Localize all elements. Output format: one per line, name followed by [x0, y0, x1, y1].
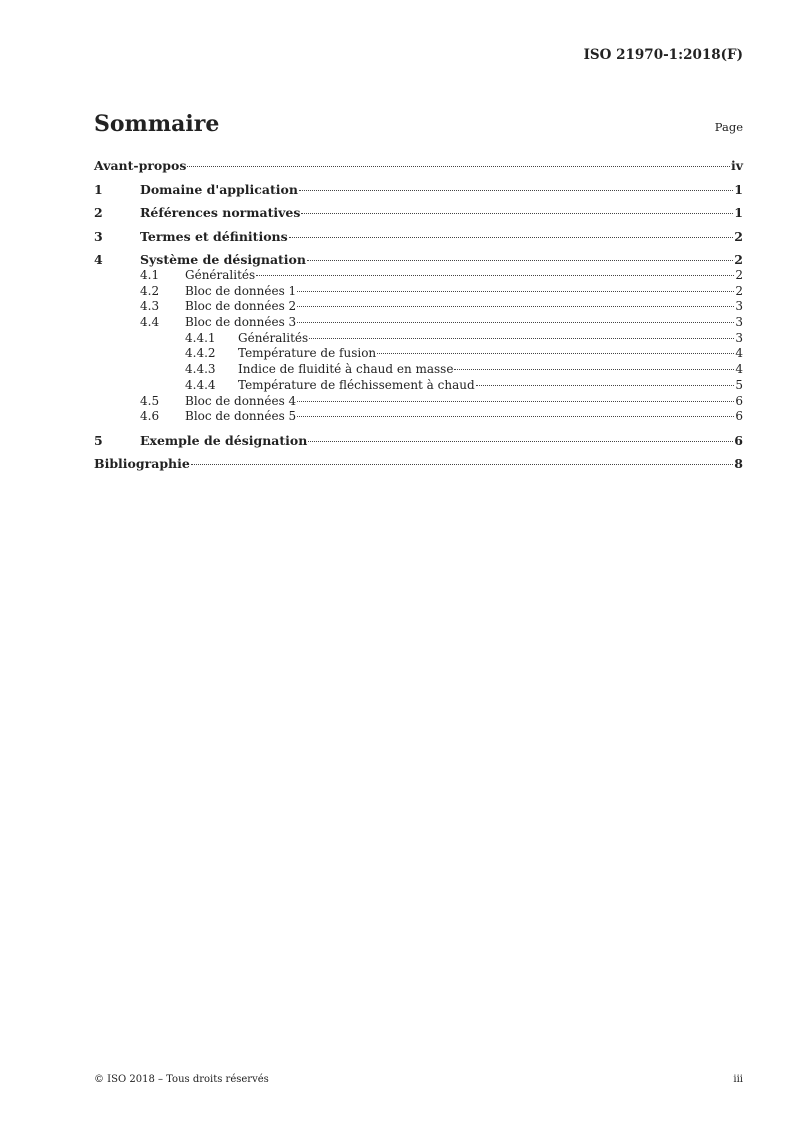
toc-entry-4-2[interactable] [94, 284, 743, 300]
toc-entry-page: 2 [735, 268, 743, 282]
toc-entry-page: 3 [735, 315, 743, 330]
toc-leader [454, 369, 734, 370]
toc-entry-number: 4.3 [140, 299, 160, 314]
toc-entry-label: Références normatives [140, 205, 301, 220]
toc-entry-page: 6 [734, 432, 743, 448]
footer-page-number: iii [733, 1074, 743, 1085]
toc-entry-label: Température de fusion [238, 346, 377, 361]
toc-entry-page: 8 [734, 456, 743, 472]
toc-entry-page: 3 [735, 299, 743, 314]
page-column-label: Page [714, 120, 743, 134]
toc-entry-4[interactable] [94, 251, 743, 268]
toc-entry-number: 4.4.2 [185, 346, 216, 361]
footer-copyright: © ISO 2018 – Tous droits réservés [94, 1074, 269, 1085]
toc-leader [377, 353, 734, 354]
toc-entry-2[interactable] [94, 201, 743, 225]
toc-entry-number: 4 [94, 252, 103, 267]
toc-entry-number: 4.4 [140, 315, 160, 330]
toc-entry-label: Exemple de désignation [140, 432, 308, 448]
toc-entry-4-4-1[interactable] [94, 331, 743, 347]
toc-entry-4-4-2[interactable] [94, 346, 743, 362]
toc-entry-5[interactable] [94, 429, 743, 453]
toc-entry-4-3[interactable] [94, 299, 743, 315]
toc-leader [297, 322, 734, 323]
toc-entry-1[interactable] [94, 178, 743, 202]
toc-leader [309, 338, 734, 339]
toc-entry-number: 4.4.1 [185, 330, 216, 345]
toc-entry-label: Généralités [185, 268, 256, 282]
toc-entry-page: 4 [735, 346, 743, 361]
toc-entry-page: 2 [735, 283, 743, 298]
toc-leader [301, 213, 733, 214]
toc-entry-avant-propos[interactable] [94, 154, 743, 178]
toc-entry-page: 3 [735, 330, 743, 345]
toc-leader [187, 166, 730, 167]
toc-entry-number: 4.4.3 [185, 362, 216, 377]
toc-entry-label: Bloc de données 1 [185, 283, 297, 298]
toc-entry-label: Bloc de données 4 [185, 393, 297, 408]
toc-entry-4-4-4[interactable] [94, 378, 743, 394]
toc-entry-number: 4.5 [140, 393, 160, 408]
toc-entry-label: Avant-propos [94, 158, 187, 173]
toc-entry-page: 4 [735, 362, 743, 377]
toc-entry-4-4[interactable] [94, 315, 743, 331]
toc-entry-page: 6 [735, 409, 743, 424]
toc-entry-page: iv [730, 158, 743, 173]
toc-leader [308, 441, 733, 442]
toc-entry-page: 2 [734, 228, 743, 244]
toc-leader [297, 306, 734, 307]
toc-entry-3[interactable] [94, 225, 743, 249]
toc-leader [256, 275, 734, 276]
toc-leader [289, 237, 734, 238]
toc-entry-label: Termes et définitions [140, 228, 288, 244]
toc-entry-page: 5 [735, 377, 743, 392]
toc-entry-number: 5 [94, 432, 103, 448]
toc-entry-label: Indice de fluidité à chaud en masse [238, 362, 454, 377]
page-title: Sommaire [94, 111, 220, 137]
toc-leader [191, 464, 733, 465]
toc-leader [299, 190, 733, 191]
toc-entry-label: Bibliographie [94, 456, 190, 472]
toc-entry-label: Bloc de données 3 [185, 315, 297, 330]
toc-entry-4-5[interactable] [94, 394, 743, 410]
toc-entry-page: 1 [734, 205, 743, 220]
toc-entry-4-4-3[interactable] [94, 362, 743, 378]
toc-entry-page: 1 [734, 181, 743, 197]
toc-entry-label: Domaine d'application [140, 181, 298, 197]
toc-entry-label: Bloc de données 5 [185, 409, 297, 424]
toc-leader [476, 385, 735, 386]
toc-entry-label: Système de désignation [140, 252, 306, 267]
toc-leader [307, 260, 733, 261]
toc-entry-label: Bloc de données 2 [185, 299, 297, 314]
toc-entry-bibliographie[interactable] [94, 452, 743, 476]
toc-entry-number: 4.2 [140, 283, 160, 298]
toc-entry-page: 2 [734, 252, 743, 267]
toc-entry-4-1[interactable] [94, 268, 743, 284]
toc-entry-label: Généralités [238, 330, 309, 345]
toc-entry-4-6[interactable] [94, 409, 743, 425]
toc-leader [297, 291, 734, 292]
toc-entry-number: 1 [94, 181, 103, 197]
document-id: ISO 21970-1:2018(F) [583, 47, 743, 63]
toc-leader [297, 401, 734, 402]
table-of-contents [94, 154, 743, 476]
toc-entry-page: 6 [735, 393, 743, 408]
toc-entry-number: 4.1 [140, 268, 160, 282]
toc-entry-number: 4.6 [140, 409, 160, 424]
toc-entry-number: 4.4.4 [185, 377, 216, 392]
toc-entry-number: 3 [94, 228, 103, 244]
toc-entry-number: 2 [94, 205, 103, 220]
toc-leader [297, 416, 734, 417]
toc-entry-label: Température de fléchissement à chaud [238, 377, 475, 392]
